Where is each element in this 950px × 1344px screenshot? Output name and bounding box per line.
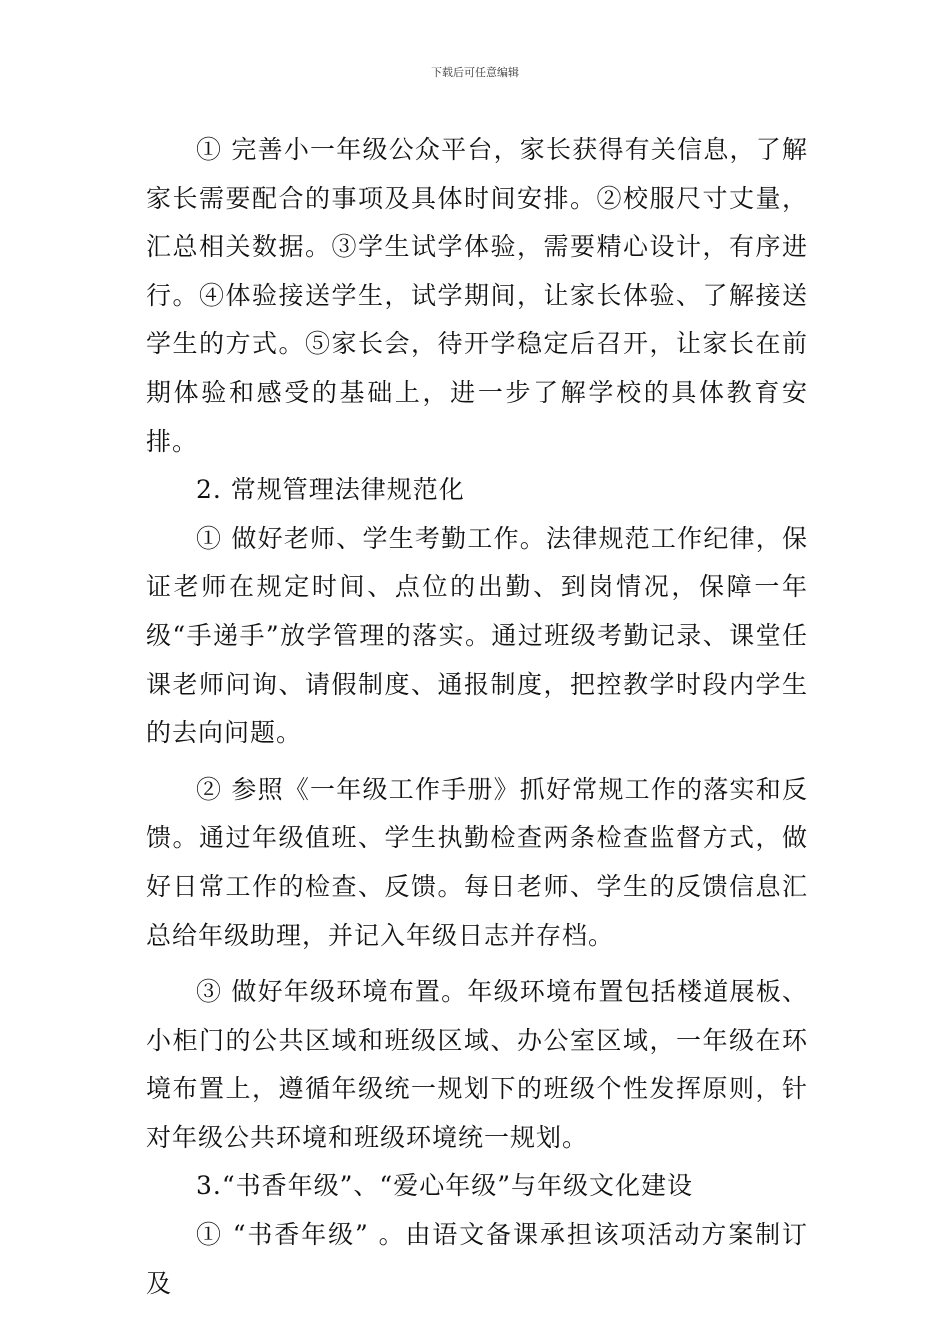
page-header: 下载后可任意编辑 (431, 66, 519, 79)
section-heading-routine-management: 2. 常规管理法律规范化 (196, 475, 465, 505)
paragraph-environment: ③ 做好年级环境布置。年级环境布置包括楼道展板、小柜门的公共区域和班级区域、办公室区域，一年级在环境布置上，遵循年级统一规划下的班级个性发挥原则，针对年级公共环境和班级环境统一规划。 (146, 977, 808, 1152)
paragraph-work-manual: ② 参照《一年级工作手册》抓好常规工作的落实和反馈。通过年级值班、学生执勤检查两条检查监督方式，做好日常工作的检查、反馈。每日老师、学生的反馈信息汇总给年级助理，并记入年级日志并存档。 (146, 774, 808, 950)
section-heading-grade-culture: 3.“书香年级”、“爱心年级”与年级文化建设 (196, 1171, 693, 1201)
document-body (146, 126, 808, 1308)
paragraph-preparation-items: ① 完善小一年级公众平台，家长获得有关信息，了解家长需要配合的事项及具体时间安排。②校服尺寸丈量，汇总相关数据。③学生试学体验，需要精心设计，有序进行。④体验接送学生，试学期间，让家长体验、了解接送学生的方式。⑤家长会，待开学稳定后召开，让家长在前期体验和感受的基础上，进一步了解学校的具体教育安排。 (146, 135, 808, 456)
paragraph-attendance: ① 做好老师、学生考勤工作。法律规范工作纪律，保证老师在规定时间、点位的出勤、到岗情况，保障一年级“手递手”放学管理的落实。通过班级考勤记录、课堂任课老师问询、请假制度、通报制度，把控教学时段内学生的去向问题。 (146, 523, 808, 748)
paragraph-reading-grade: ① “书香年级” 。由语文备课承担该项活动方案制订及 (146, 1220, 808, 1298)
